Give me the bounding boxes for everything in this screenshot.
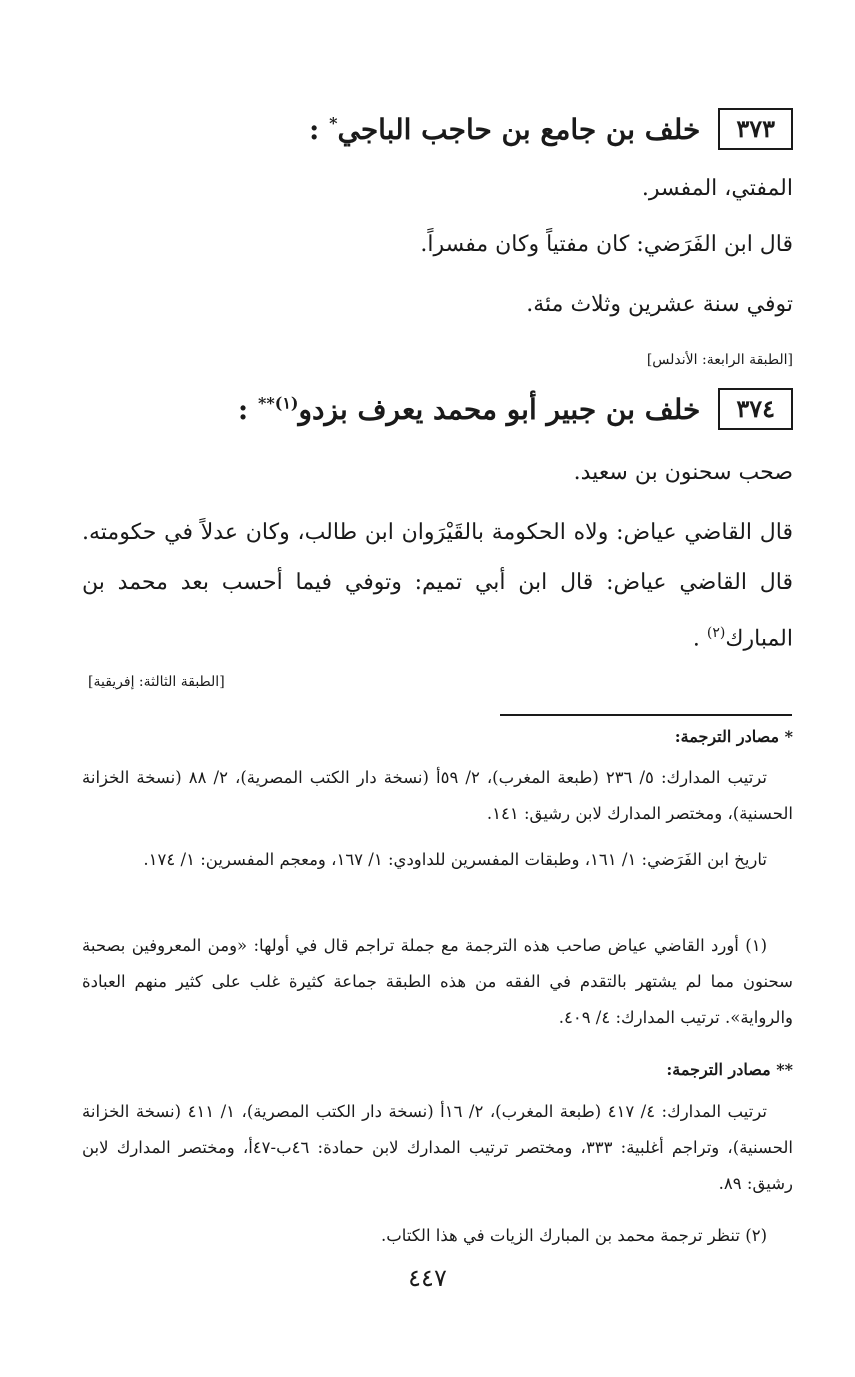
title-colon: : bbox=[237, 392, 249, 426]
footnote-2: (٢) تنظر ترجمة محمد بن المبارك الزيات في هذا الكتاب. bbox=[381, 1226, 767, 1245]
entry-number-box: ٣٧٣ bbox=[718, 108, 793, 150]
entry-374-tabaqa: [الطبقة الثالثة: إفريقية] bbox=[88, 674, 225, 690]
entry-title bbox=[309, 113, 700, 146]
page-number: ٤٤٧ bbox=[408, 1264, 447, 1292]
paragraph-end: . bbox=[692, 626, 700, 652]
entry-title-text: خلف بن جبير أبو محمد يعرف بزدو bbox=[298, 392, 701, 426]
sources-2-text: ترتيب المدارك: ٤/ ٤١٧ (طبعة المغرب)، ٢/ ١٦أ (نسخة دار الكتب المصرية)، ١/ ٤١١ (نسخة الخزانة الحسنية)، وتراجم أغلبية: ٣٣٣، ومختصر ترتيب المدارك لابن حمادة: ٤٦ب-٤٧أ، ومختصر المدارك لابن رشيق: ٨٩. bbox=[82, 1102, 793, 1193]
sources-1-text-a: ترتيب المدارك: ٥/ ٢٣٦ (طبعة المغرب)، ٢/ ٥٩أ (نسخة دار الكتب المصرية)، ٢/ ٨٨ (نسخة الخزانة الحسنية)، ومختصر المدارك لابن رشيق: ١٤١. bbox=[82, 768, 793, 823]
entry-374-paragraph bbox=[82, 508, 793, 664]
entry-title bbox=[238, 393, 700, 426]
entry-373-line-2: قال ابن الفَرَضي: كان مفتياً وكان مفسراً. bbox=[420, 232, 793, 257]
footnote-ref: (١) bbox=[274, 393, 299, 413]
entry-373-heading bbox=[309, 108, 793, 150]
source-mark: * bbox=[329, 113, 338, 133]
entry-title-text: خلف بن جامع بن حاجب الباجي bbox=[337, 112, 701, 146]
footnote-1: (١) أورد القاضي عياض صاحب هذه الترجمة مع جملة تراجم قال في أولها: «ومن المعروفين بصحبة سحنون مما لم يشتهر بالتقدم في الفقه من هذه الطبقة جماعة كثيرة غلب على كثير منهم العبادة والرواية». ترتيب المدارك: ٤/ ٤٠٩. bbox=[82, 936, 793, 1027]
footnote-divider bbox=[500, 714, 792, 716]
source-mark: ** bbox=[258, 393, 275, 413]
paragraph-text: قال القاضي عياض: ولاه الحكومة بالقَيْرَوان ابن طالب، وكان عدلاً في حكومته. قال القاضي عياض: قال ابن أبي تميم: وتوفي فيما أحسب بعد محمد بن المبارك bbox=[82, 520, 793, 652]
entry-374-heading bbox=[238, 388, 793, 430]
entry-373-line-3: توفي سنة عشرين وثلاث مئة. bbox=[526, 292, 793, 317]
entry-373-tabaqa: [الطبقة الرابعة: الأندلس] bbox=[646, 352, 793, 368]
footnote-ref: (٢) bbox=[706, 625, 726, 641]
title-colon: : bbox=[309, 112, 320, 146]
sources-1-heading: * مصادر الترجمة: bbox=[674, 727, 793, 746]
entry-374-line-1: صحب سحنون بن سعيد. bbox=[573, 460, 793, 485]
entry-number-box: ٣٧٤ bbox=[718, 388, 793, 430]
sources-2-heading: ** مصادر الترجمة: bbox=[666, 1060, 793, 1079]
sources-1-text-b: تاريخ ابن الفَرَضي: ١/ ١٦١، وطبقات المفسرين للداودي: ١/ ١٦٧، ومعجم المفسرين: ١/ ١٧٤. bbox=[143, 850, 767, 869]
entry-373-line-1: المفتي، المفسر. bbox=[641, 176, 793, 201]
